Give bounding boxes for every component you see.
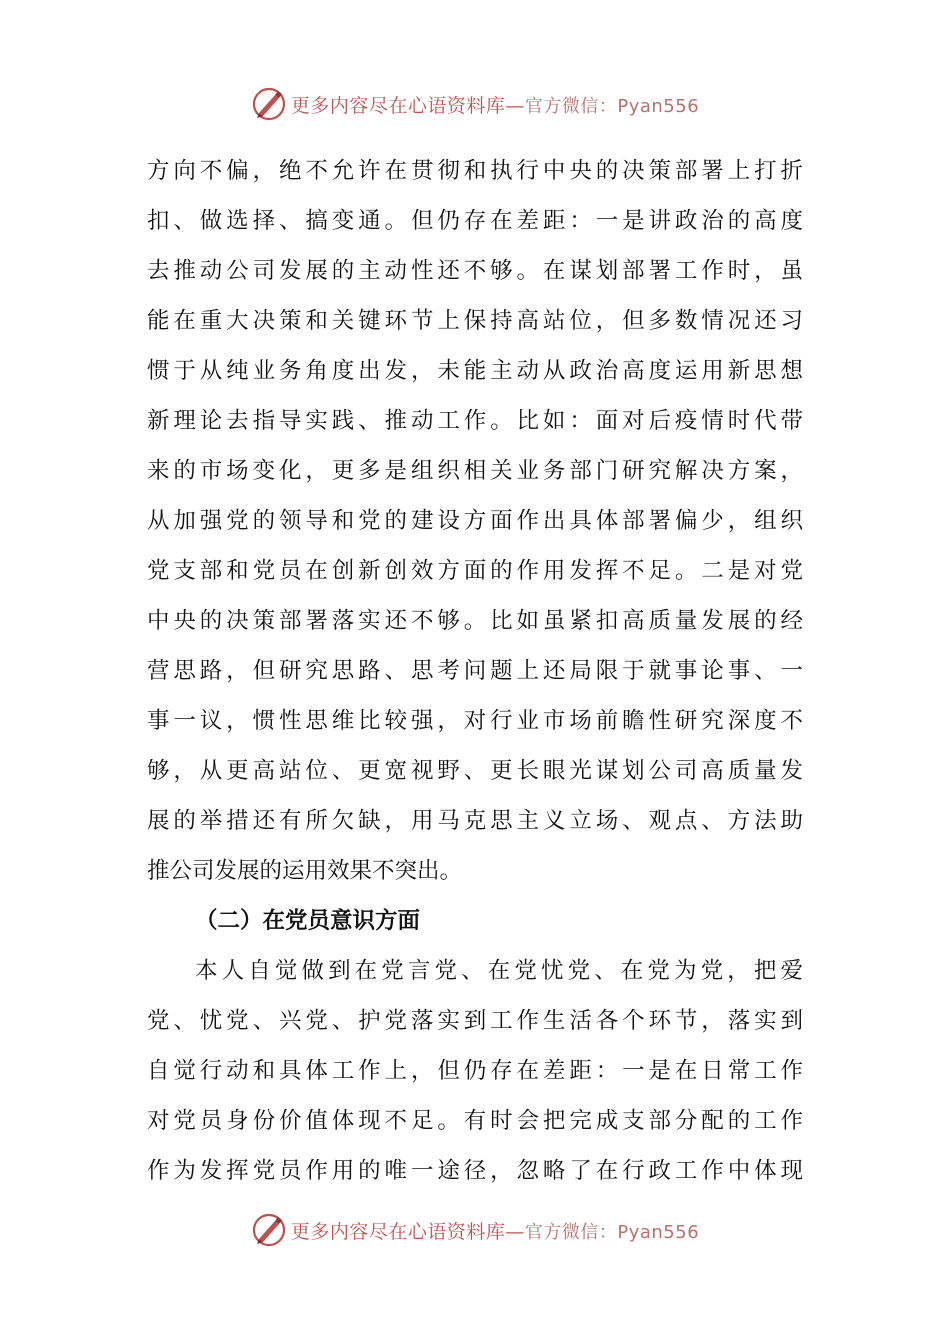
pen-logo-icon	[251, 1212, 287, 1248]
banner-main-text: 更多内容尽在心语资料库	[290, 1220, 506, 1243]
text-line: 方向不偏，绝不允许在贯彻和执行中央的决策部署上打折	[147, 158, 803, 184]
banner-text	[291, 91, 699, 118]
pen-logo-icon	[251, 86, 287, 122]
text-line: 对党员身份价值体现不足。有时会把完成支部分配的工作	[147, 1108, 803, 1134]
banner-dash: —	[505, 1220, 525, 1243]
text-line: 从加强党的领导和党的建设方面作出具体部署偏少，组织	[147, 508, 803, 534]
text-line: 惯于从纯业务角度出发，未能主动从政治高度运用新思想	[147, 358, 803, 384]
banner-dash: —	[505, 94, 525, 117]
text-line: 营思路，但研究思路、思考问题上还局限于就事论事、一	[147, 658, 803, 684]
text-line: 能在重大决策和关键环节上保持高站位，但多数情况还习	[147, 308, 803, 334]
text-line: 去推动公司发展的主动性还不够。在谋划部署工作时，虽	[147, 258, 803, 284]
text-line: 本人自觉做到在党言党、在党忧党、在党为党，把爱	[195, 958, 803, 984]
text-line: 扣、做选择、搞变通。但仍存在差距：一是讲政治的高度	[147, 208, 803, 234]
text-line: 作为发挥党员作用的唯一途径，忽略了在行政工作中体现	[147, 1158, 803, 1184]
section-heading: （二）在党员意识方面	[195, 908, 421, 934]
paragraph-2	[147, 946, 803, 1196]
paragraph-1	[147, 146, 803, 896]
text-line: 展的举措还有所欠缺，用马克思主义立场、观点、方法助	[147, 808, 803, 834]
text-line: 推公司发展的运用效果不突出。	[147, 858, 463, 884]
text-line: 来的市场变化，更多是组织相关业务部门研究解决方案，	[147, 458, 803, 484]
text-line: 中央的决策部署落实还不够。比如虽紧扣高质量发展的经	[147, 608, 803, 634]
text-line: 事一议，惯性思维比较强，对行业市场前瞻性研究深度不	[147, 708, 803, 734]
banner-main-text: 更多内容尽在心语资料库	[290, 94, 506, 117]
text-line: 自觉行动和具体工作上，但仍存在差距：一是在日常工作	[147, 1058, 803, 1084]
header-banner	[0, 84, 950, 124]
text-line: 够，从更高站位、更宽视野、更长眼光谋划公司高质量发	[147, 758, 803, 784]
text-line: 党、忧党、兴党、护党落实到工作生活各个环节，落实到	[147, 1008, 803, 1034]
banner-wechat-text: 官方微信：Pyan556	[524, 95, 700, 117]
banner-wechat-text: 官方微信：Pyan556	[524, 1221, 700, 1243]
text-line: 党支部和党员在创新创效方面的作用发挥不足。二是对党	[147, 558, 803, 584]
document-body	[147, 146, 803, 1196]
text-line: 新理论去指导实践、推动工作。比如：面对后疫情时代带	[147, 408, 803, 434]
banner-text	[291, 1217, 699, 1244]
footer-banner	[0, 1210, 950, 1250]
